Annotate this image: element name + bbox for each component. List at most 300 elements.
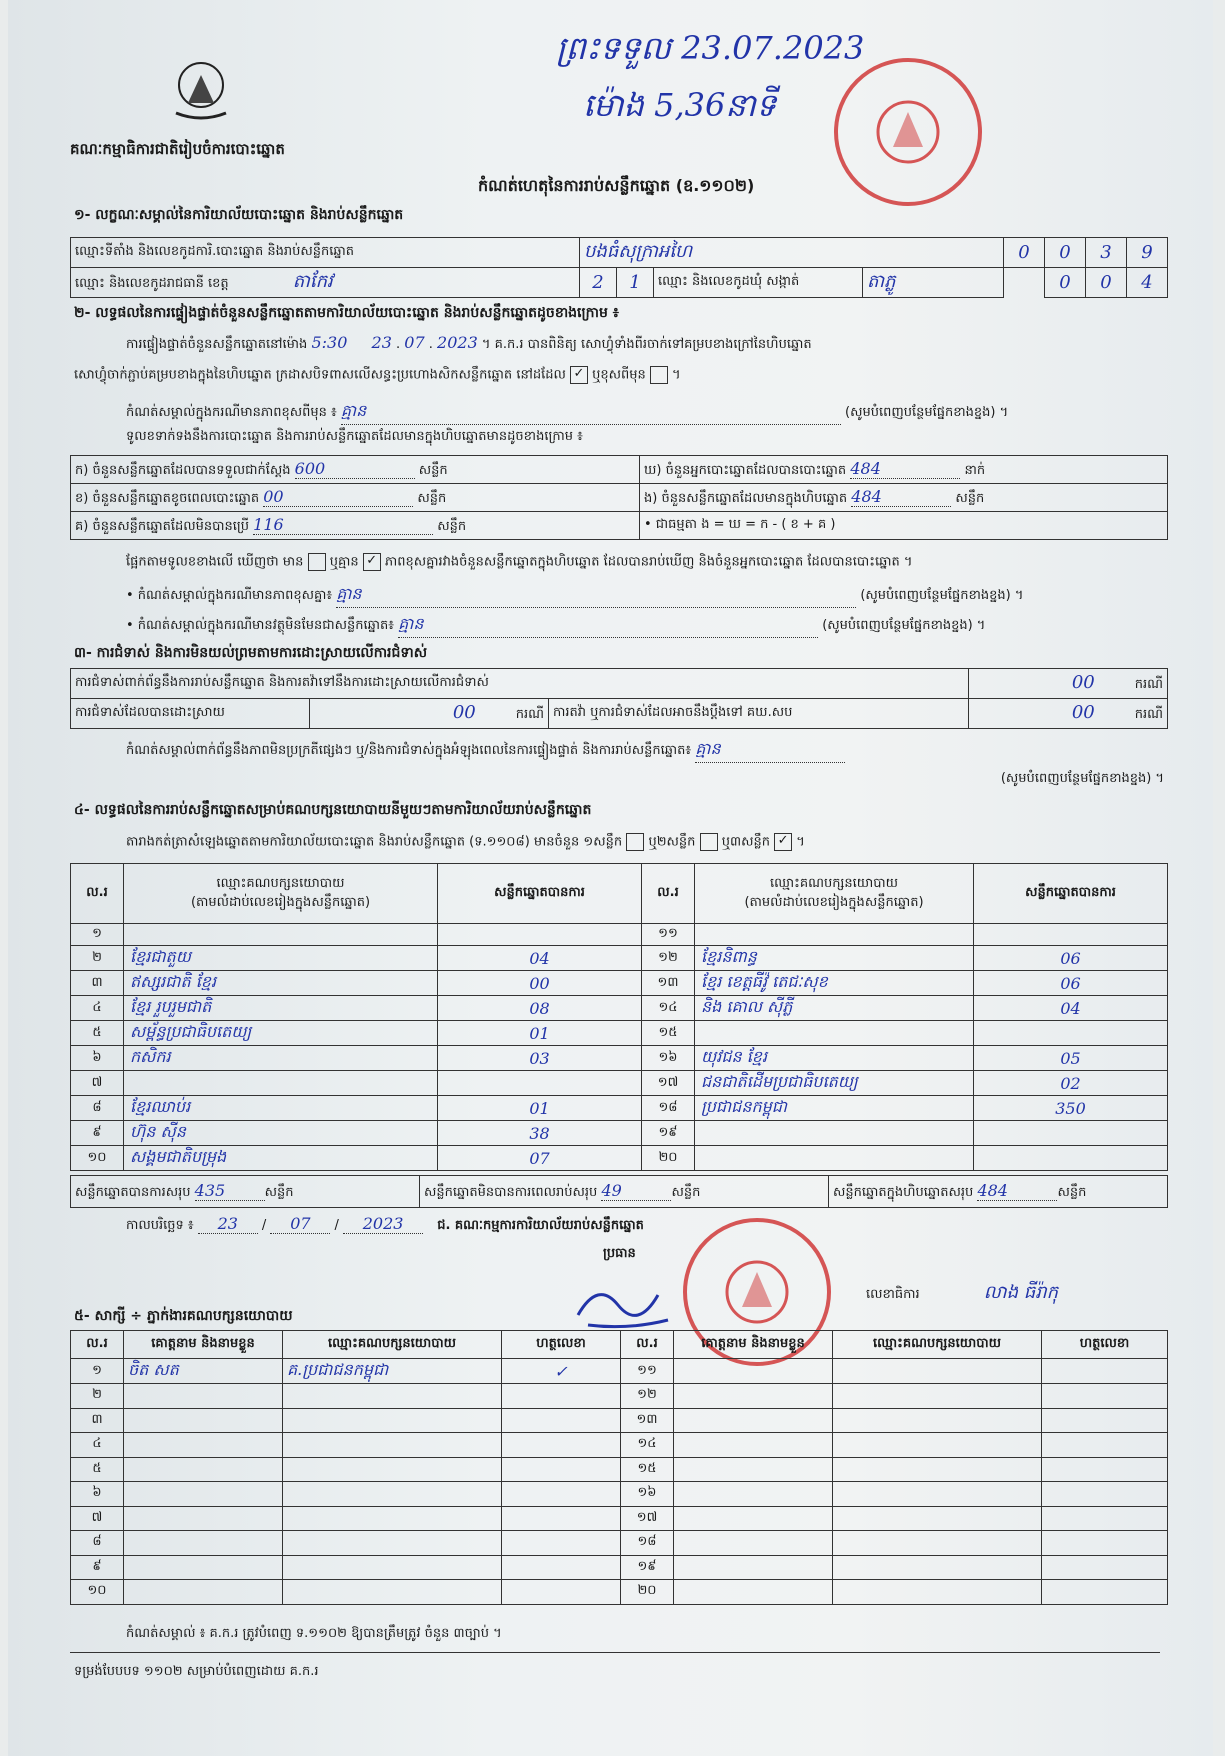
province-code-2: 1	[617, 268, 654, 298]
location-code-1: 0	[1004, 238, 1045, 268]
witness-party	[283, 1457, 502, 1482]
total-box-label: សន្លឹកឆ្នោតក្នុងហិបឆ្នោតសរុប	[833, 1184, 974, 1200]
result-party: ហ៊ុន ស៊ីន	[124, 1121, 438, 1146]
section5-heading: ៥- សាក្សី ÷ ភ្នាក់ងារគណបក្សនយោបាយ	[74, 1308, 293, 1324]
witness-party	[283, 1408, 502, 1433]
result-votes: 350	[974, 1096, 1168, 1121]
witness-row	[71, 1457, 1168, 1482]
witness-row	[71, 1482, 1168, 1507]
tally-sheet-text: តារាងកត់ត្រាសំឡេងឆ្នោតតាមការិយាល័យបោះឆ្នោត និងរាប់សន្លឹកឆ្នោត (ទ.១១០៨) មានចំនួន ១សន្លឹក	[126, 834, 623, 850]
col-no-left: ល.រ	[71, 864, 124, 924]
witness-no: ៥	[71, 1457, 124, 1482]
two-sheet-checkbox[interactable]	[700, 833, 718, 851]
resolved-label: ការជំទាស់ដែលបានដោះស្រាយ	[71, 699, 310, 729]
handwritten-received-time: ម៉ោង 5,36នាទី	[583, 86, 777, 124]
witness-name	[674, 1457, 833, 1482]
in-box-unit: សន្លឹក	[955, 490, 985, 506]
unchanged-checkbox[interactable]: ✓	[570, 366, 588, 384]
province-label-text: ឈ្មោះ និងលេខកូដរាជធានី ខេត្ត	[75, 276, 229, 291]
result-party: ខ្មែរឈាប់រ	[124, 1096, 438, 1121]
witness-party	[833, 1457, 1042, 1482]
result-no: ១០	[71, 1146, 124, 1171]
results-row	[71, 1146, 1168, 1171]
spoiled-unit: សន្លឹក	[417, 490, 447, 506]
irregularity-hint	[74, 770, 1164, 789]
no-difference-label: ឬគ្មាន	[329, 554, 359, 570]
commune-value: តាភ្លូ	[863, 268, 1004, 298]
result-party: យុវជន ខ្មែរ	[695, 1046, 974, 1071]
result-party: ខ្មែរជាតួយ	[124, 946, 438, 971]
two-sheet-label: ឬ២សន្លឹក	[648, 834, 696, 850]
witness-no: ១១	[621, 1359, 674, 1384]
ballot-counts-table	[70, 455, 1168, 540]
witness-signature	[1042, 1408, 1168, 1433]
witness-name	[674, 1359, 833, 1384]
formula: • ជាធម្មតា ង = ឃ = ក - ( ខ + គ )	[640, 512, 1168, 540]
object-note	[126, 613, 985, 638]
results-row	[71, 1096, 1168, 1121]
result-party: ប្រជាជនកម្ពុជា	[695, 1096, 974, 1121]
witness-party: គ.ប្រជាជនកម្ពុជា	[283, 1359, 502, 1384]
result-party: ឥស្សរជាតិ ខ្មែរ	[124, 971, 438, 996]
signing-date: កាលបរិច្ឆេទ ៖ 23 / 07 / 2023 ជ. គណៈកម្មការការិយាល័យរាប់សន្លឹកឆ្នោត	[126, 1214, 644, 1233]
change-note-value: គ្មាន	[341, 400, 841, 425]
w-col-no-left: ល.រ	[71, 1331, 124, 1359]
witness-signature	[502, 1457, 621, 1482]
result-no: ១២	[642, 946, 695, 971]
result-votes: 06	[974, 946, 1168, 971]
witness-no: ១៦	[621, 1482, 674, 1507]
total-valid-label: សន្លឹកឆ្នោតបានការសរុប	[75, 1184, 191, 1200]
results-row	[71, 971, 1168, 996]
commune-code-1: 0	[1045, 268, 1086, 298]
witness-name	[674, 1531, 833, 1556]
witness-name	[674, 1555, 833, 1580]
unused-unit: សន្លឹក	[437, 518, 467, 534]
difference-note-label: • កំណត់សម្គាល់ក្នុងករណីមានភាពខុសគ្នា៖	[126, 588, 333, 603]
location-code-4: 9	[1127, 238, 1168, 268]
witness-name	[124, 1384, 283, 1409]
witness-party	[833, 1359, 1042, 1384]
witness-party	[283, 1384, 502, 1409]
witness-no: ១៧	[621, 1506, 674, 1531]
w-col-no-right: ល.រ	[621, 1331, 674, 1359]
witness-signature	[1042, 1580, 1168, 1605]
result-votes: 08	[438, 996, 642, 1021]
witness-no: ៨	[71, 1531, 124, 1556]
witness-no: ១៤	[621, 1433, 674, 1458]
col-votes-left: សន្លឹកឆ្នោតបានការ	[438, 864, 642, 924]
result-party	[124, 1071, 438, 1096]
result-votes	[974, 1146, 1168, 1171]
form-page	[8, 0, 1213, 1756]
witness-party	[833, 1580, 1042, 1605]
witness-name	[674, 1433, 833, 1458]
result-no: ៨	[71, 1096, 124, 1121]
witness-signature	[1042, 1482, 1168, 1507]
change-note-line	[126, 400, 1008, 425]
in-box-value: 484	[851, 487, 951, 507]
section2-heading: ២- លទ្ធផលនៃការផ្ទៀងផ្ទាត់ចំនួនសន្លឹកឆ្នោតតាមការិយាល័យបោះឆ្នោត និងរាប់សន្លឹកឆ្នោតដូចខាងក្រោម ៖	[74, 305, 619, 321]
seal-line: សោហ្វុំចាក់ភ្ជាប់គម្របខាងក្នុងនៃហិបឆ្នោត ក្រដាសបិទពាសលើសន្ធះប្រហោងសិកសន្លឹកឆ្នោត នៅដដែល ✓ ឬខុសពីមុន ។	[74, 366, 681, 383]
result-votes	[974, 1121, 1168, 1146]
witness-signature: ✓	[502, 1359, 621, 1384]
results-row	[71, 1021, 1168, 1046]
date-day: 23	[198, 1214, 258, 1234]
received-unit: សន្លឹក	[418, 462, 448, 478]
official-stamp-top	[834, 58, 982, 206]
witness-no: ១២	[621, 1384, 674, 1409]
result-votes	[438, 924, 642, 946]
result-votes: 01	[438, 1096, 642, 1121]
result-party: សម្ព័ន្ធប្រជាធិបតេយ្យ	[124, 1021, 438, 1046]
form-note: ទម្រង់បែបបទ ១១០២ សម្រាប់បំពេញដោយ គ.ក.រ	[74, 1664, 319, 1679]
witness-party	[833, 1408, 1042, 1433]
result-votes: 00	[438, 971, 642, 996]
witness-signature	[1042, 1457, 1168, 1482]
result-votes: 07	[438, 1146, 642, 1171]
result-votes	[974, 1021, 1168, 1046]
difference-note	[126, 583, 1023, 608]
province-label	[71, 268, 580, 298]
witness-signature	[1042, 1433, 1168, 1458]
verification-text: ការផ្ទៀងផ្ទាត់ចំនួនសន្លឹកឆ្នោតនៅម៉ោង	[126, 337, 308, 352]
verification-year: 2023	[437, 333, 478, 352]
voters-value: 484	[850, 459, 960, 479]
witness-table	[70, 1330, 1168, 1605]
chair-label: ប្រធាន	[603, 1246, 636, 1261]
result-party: ខ្មែរ ខេត្តធីវ៉ូ តេជៈសុខ	[695, 971, 974, 996]
footnote: កំណត់សម្គាល់ ៖ គ.ក.រ ត្រូវបំពេញ ទ.១១០២ ឱ្យបានត្រឹមត្រូវ ចំនួន ៣ច្បាប់ ។	[126, 1626, 502, 1641]
object-note-label: • កំណត់សម្គាល់ក្នុងករណីមានវត្ថុមិនមែនជាសន្លឹកឆ្នោត៖	[126, 618, 394, 633]
date-year: 2023	[343, 1214, 423, 1234]
col-party-left-title: ឈ្មោះគណបក្សនយោបាយ	[216, 875, 345, 891]
result-no: ៧	[71, 1071, 124, 1096]
witness-name	[124, 1531, 283, 1556]
result-party: សង្គមជាតិបម្រុង	[124, 1146, 438, 1171]
witness-party	[283, 1555, 502, 1580]
received-value: 600	[295, 459, 415, 479]
total-invalid-unit: សន្លឹក	[671, 1184, 701, 1200]
w-col-name-left: គោត្តនាម និងនាមខ្លួន	[124, 1331, 283, 1359]
page-title: កំណត់ហេតុនៃការរាប់សន្លឹកឆ្នោត (ឧ.១១០២)	[478, 176, 755, 195]
witness-no: ៤	[71, 1433, 124, 1458]
difference-text-c: ភាពខុសគ្នារវាងចំនួនសន្លឹកឆ្នោតក្នុងហិបឆ្នោត ដែលបានរាប់ឃើញ និងចំនួនអ្នកបោះឆ្នោត ដែលបានបោះឆ្នោត ។	[384, 554, 913, 570]
resolved-unit: ករណី	[515, 707, 544, 722]
result-no: ៩	[71, 1121, 124, 1146]
section4-heading: ៤- លទ្ធផលនៃការរាប់សន្លឹកឆ្នោតសម្រាប់គណបក្សនយោបាយនីមួយៗតាមការិយាល័យរាប់សន្លឹកឆ្នោត	[74, 802, 592, 818]
witness-party	[833, 1531, 1042, 1556]
irregularity-value: គ្មាន	[695, 738, 845, 763]
object-note-value: គ្មាន	[398, 613, 818, 638]
result-no: ៥	[71, 1021, 124, 1046]
fill-hint: (សូមបំពេញបន្ថែមផ្នែកខាងខ្នង) ។	[845, 405, 1009, 420]
w-col-sign-left: ហត្ថលេខា	[502, 1331, 621, 1359]
verification-time: 5:30	[311, 333, 348, 352]
col-party-right-sub: (តាមលំដាប់លេខរៀងក្នុងសន្លឹកឆ្នោត)	[744, 894, 924, 910]
result-no: ៤	[71, 996, 124, 1021]
witness-signature	[502, 1531, 621, 1556]
ballot-intro: ទូលខទាក់ទងនឹងការបោះឆ្នោត និងការរាប់សន្លឹកឆ្នោតដែលមានក្នុងហិបឆ្នោតមានដូចខាងក្រោម ៖	[126, 429, 583, 444]
total-valid-value: 435	[195, 1181, 265, 1201]
section3-heading: ៣- ការជំទាស់ និងការមិនយល់ព្រមតាមការដោះស្រាយលើការជំទាស់	[74, 645, 428, 661]
witness-row	[71, 1359, 1168, 1384]
result-no: ១៦	[642, 1046, 695, 1071]
results-row	[71, 924, 1168, 946]
total-box-value: 484	[977, 1181, 1057, 1201]
witness-signature	[502, 1482, 621, 1507]
commune-code-3: 4	[1127, 268, 1168, 298]
witness-no: ៩	[71, 1555, 124, 1580]
complaints-value: 00	[1071, 672, 1095, 693]
witness-party	[283, 1531, 502, 1556]
tally-sheet-line: តារាងកត់ត្រាសំឡេងឆ្នោតតាមការិយាល័យបោះឆ្នោត និងរាប់សន្លឹកឆ្នោត (ទ.១១០៨) មានចំនួន ១សន្លឹក ឬ២សន្លឹក ឬ៣សន្លឹក ✓ ។	[126, 833, 805, 850]
witness-party	[833, 1482, 1042, 1507]
witness-party	[283, 1433, 502, 1458]
result-votes: 38	[438, 1121, 642, 1146]
witness-no: ១៥	[621, 1457, 674, 1482]
result-no: ២	[71, 946, 124, 971]
witness-name	[124, 1433, 283, 1458]
col-party-left	[124, 864, 438, 924]
unused-label: គ) ចំនួនសន្លឹកឆ្នោតដែលមិនបានប្រើ	[75, 518, 249, 534]
change-note-label: កំណត់សម្គាល់ក្នុងករណីមានភាពខុសពីមុន ៖	[126, 405, 337, 420]
witness-name	[124, 1457, 283, 1482]
col-party-right-title: ឈ្មោះគណបក្សនយោបាយ	[770, 875, 898, 891]
w-col-name-right: គោត្តនាម និងនាមខ្លួន	[674, 1331, 833, 1359]
seal-text: សោហ្វុំចាក់ភ្ជាប់គម្របខាងក្នុងនៃហិបឆ្នោត ក្រដាសបិទពាសលើសន្ធះប្រហោងសិកសន្លឹកឆ្នោត នៅដដែល	[74, 367, 566, 383]
witness-signature	[502, 1433, 621, 1458]
resolved-value: 00	[452, 702, 476, 723]
difference-line	[126, 553, 912, 573]
total-invalid-value: 49	[601, 1181, 671, 1201]
witness-no: ១៣	[621, 1408, 674, 1433]
secretary-name: លាង ធីរ៉ាកុ	[983, 1282, 1059, 1303]
totals-table	[70, 1175, 1168, 1208]
complaints-unit: ករណី	[1134, 677, 1163, 692]
result-no: ១៧	[642, 1071, 695, 1096]
result-party: កសិករ	[124, 1046, 438, 1071]
witness-no: ៦	[71, 1482, 124, 1507]
difference-text: ផ្អែកតាមទូលខខាងលើ ឃើញថា មាន	[126, 554, 304, 570]
witness-party	[283, 1580, 502, 1605]
result-votes: 02	[974, 1071, 1168, 1096]
col-votes-right: សន្លឹកឆ្នោតបានការ	[974, 864, 1168, 924]
result-no: ២០	[642, 1146, 695, 1171]
result-votes: 03	[438, 1046, 642, 1071]
witness-name: ចិត សត	[124, 1359, 283, 1384]
result-no: ១	[71, 924, 124, 946]
witness-no: ២០	[621, 1580, 674, 1605]
result-party	[695, 924, 974, 946]
witness-no: ១៩	[621, 1555, 674, 1580]
received-label: ក) ចំនួនសន្លឹកឆ្នោតដែលបានទទួលជាក់ស្តែង	[75, 462, 291, 478]
witness-name	[674, 1384, 833, 1409]
witness-row	[71, 1384, 1168, 1409]
verification-line: ការផ្ទៀងផ្ទាត់ចំនួនសន្លឹកឆ្នោតនៅម៉ោង 5:30 23 . 07 . 2023 ។ គ.ក.រ បានពិនិត្យ សោហ្វុំទាំងពីរចាក់ទៅគម្របខាងក្រៅនៃហិបឆ្នោត	[126, 333, 812, 352]
total-box-unit: សន្លឹក	[1057, 1184, 1087, 1200]
col-party-left-sub: (តាមលំដាប់លេខរៀងក្នុងសន្លឹកឆ្នោត)	[190, 894, 371, 910]
witness-party	[833, 1384, 1042, 1409]
results-table	[70, 863, 1168, 1171]
witness-name	[124, 1506, 283, 1531]
spoiled-value: 00	[263, 487, 413, 507]
witness-name	[124, 1408, 283, 1433]
witness-signature	[502, 1384, 621, 1409]
result-votes: 04	[974, 996, 1168, 1021]
result-votes: 04	[438, 946, 642, 971]
fill-hint-3: (សូមបំពេញបន្ថែមផ្នែកខាងខ្នង) ។	[822, 618, 986, 633]
result-votes: 01	[438, 1021, 642, 1046]
result-party	[695, 1021, 974, 1046]
total-invalid-label: សន្លឹកឆ្នោតមិនបានការពេលរាប់សរុប	[424, 1184, 598, 1200]
col-no-right: ល.រ	[642, 864, 695, 924]
secretary-label: លេខាធិការ	[866, 1287, 920, 1302]
has-difference-checkbox[interactable]	[308, 553, 326, 571]
witness-signature	[1042, 1384, 1168, 1409]
appeal-label: ការតវ៉ា ឬការជំទាស់ដែលអាចនឹងប្តឹងទៅ គឃ.សប	[549, 699, 969, 729]
witness-name	[124, 1555, 283, 1580]
three-sheet-label: ឬ៣សន្លឹក	[721, 834, 770, 850]
w-col-sign-right: ហត្ថលេខា	[1042, 1331, 1168, 1359]
result-votes	[438, 1071, 642, 1096]
witness-row	[71, 1531, 1168, 1556]
witness-no: ១	[71, 1359, 124, 1384]
difference-note-value: គ្មាន	[336, 583, 856, 608]
witness-row	[71, 1580, 1168, 1605]
appeal-value: 00	[1071, 702, 1095, 723]
emblem-icon	[166, 55, 236, 125]
verification-day: 23	[371, 333, 392, 352]
witness-name	[674, 1482, 833, 1507]
witness-name	[674, 1580, 833, 1605]
province-code-1: 2	[580, 268, 617, 298]
witness-no: ១០	[71, 1580, 124, 1605]
in-box-label: ង) ចំនួនសន្លឹកឆ្នោតដែលមានក្នុងហិបឆ្នោត	[644, 490, 848, 506]
section1-heading: ១- លក្ខណៈសម្គាល់នៃការិយាល័យបោះឆ្នោត និងរាប់សន្លឹកឆ្នោត	[74, 207, 404, 223]
witness-party	[283, 1482, 502, 1507]
witness-party	[833, 1506, 1042, 1531]
col-party-right	[695, 864, 974, 924]
results-row	[71, 1121, 1168, 1146]
witness-no: ២	[71, 1384, 124, 1409]
verification-text-b: ។ គ.ក.រ បានពិនិត្យ សោហ្វុំទាំងពីរចាក់ទៅគម្របខាងក្រៅនៃហិបឆ្នោត	[481, 337, 812, 352]
date-label: កាលបរិច្ឆេទ ៖	[126, 1218, 194, 1233]
result-no: ១១	[642, 924, 695, 946]
province-value: តាកែវ	[292, 271, 333, 292]
witness-signature	[502, 1580, 621, 1605]
witness-signature	[1042, 1506, 1168, 1531]
complaints-table	[70, 668, 1168, 729]
irregularity-note	[126, 738, 845, 763]
witness-no: ៧	[71, 1506, 124, 1531]
fill-hint-4: (សូមបំពេញបន្ថែមផ្នែកខាងខ្នង) ។	[1000, 771, 1164, 786]
results-row	[71, 946, 1168, 971]
witness-row	[71, 1433, 1168, 1458]
result-votes	[974, 924, 1168, 946]
result-no: ១៥	[642, 1021, 695, 1046]
handwritten-received-date: ព្រះទទួល 23.07.2023	[556, 29, 865, 67]
witness-signature	[1042, 1359, 1168, 1384]
results-row	[71, 1046, 1168, 1071]
location-label: ឈ្មោះទីតាំង និងលេខកូដការិ.បោះឆ្នោត និងរាប់សន្លឹកឆ្នោត	[71, 238, 580, 268]
witness-signature	[502, 1555, 621, 1580]
three-sheet-checkbox[interactable]: ✓	[774, 833, 792, 851]
witness-name	[124, 1580, 283, 1605]
witness-row	[71, 1506, 1168, 1531]
no-difference-checkbox[interactable]: ✓	[363, 553, 381, 571]
office-name: ជ. គណៈកម្មការការិយាល័យរាប់សន្លឹកឆ្នោត	[437, 1218, 644, 1233]
verification-month: 07	[404, 333, 425, 352]
one-sheet-checkbox[interactable]	[626, 833, 644, 851]
witness-signature	[1042, 1555, 1168, 1580]
changed-checkbox[interactable]	[650, 366, 668, 384]
witness-signature	[1042, 1531, 1168, 1556]
voters-label: ឃ) ចំនួនអ្នកបោះឆ្នោតដែលបានបោះឆ្នោត	[644, 462, 847, 478]
location-code-2: 0	[1045, 238, 1086, 268]
result-no: ៣	[71, 971, 124, 996]
witness-party	[283, 1506, 502, 1531]
result-no: ៦	[71, 1046, 124, 1071]
witness-signature	[502, 1408, 621, 1433]
witness-no: ១៨	[621, 1531, 674, 1556]
voters-unit: នាក់	[964, 462, 986, 478]
irregularity-label: កំណត់សម្គាល់ពាក់ព័ន្ធនឹងភាពមិនប្រក្រតីផ្សេងៗ ឬ/និងការជំទាស់ក្នុងអំឡុងពេលនៃការផ្ទៀងផ្ទាត់ និងការរាប់សន្លឹកឆ្នោត៖	[126, 743, 692, 758]
result-party: ខ្មែរ រួបរួមជាតិ	[124, 996, 438, 1021]
results-row	[71, 996, 1168, 1021]
location-code-3: 3	[1086, 238, 1127, 268]
result-party	[695, 1121, 974, 1146]
witness-name	[124, 1482, 283, 1507]
results-row	[71, 1071, 1168, 1096]
result-no: ១៤	[642, 996, 695, 1021]
witness-name	[674, 1506, 833, 1531]
complaints-label: ការជំទាស់ពាក់ព័ន្ធនឹងការរាប់សន្លឹកឆ្នោត និងការតវ៉ាទៅនឹងការដោះស្រាយលើការជំទាស់	[71, 669, 969, 699]
section1-table	[70, 237, 1168, 298]
witness-party	[833, 1555, 1042, 1580]
secretary	[866, 1280, 1058, 1307]
witness-party	[833, 1433, 1042, 1458]
result-no: ១៩	[642, 1121, 695, 1146]
spoiled-label: ខ) ចំនួនសន្លឹកឆ្នោតខូចពេលបោះឆ្នោត	[75, 490, 260, 506]
result-votes: 05	[974, 1046, 1168, 1071]
commune-code-2: 0	[1086, 268, 1127, 298]
witness-row	[71, 1555, 1168, 1580]
result-party	[695, 1146, 974, 1171]
result-party: ជនជាតិដើមប្រជាធិបតេយ្យ	[695, 1071, 974, 1096]
witness-signature	[502, 1506, 621, 1531]
result-votes: 06	[974, 971, 1168, 996]
w-col-party-right: ឈ្មោះគណបក្សនយោបាយ	[833, 1331, 1042, 1359]
unused-value: 116	[253, 515, 433, 535]
result-party: និង គោល ស៊ីភ្លី	[695, 996, 974, 1021]
witness-no: ៣	[71, 1408, 124, 1433]
appeal-unit: ករណី	[1134, 707, 1163, 722]
fill-hint-2: (សូមបំពេញបន្ថែមផ្នែកខាងខ្នង) ។	[860, 588, 1024, 603]
changed-label: ឬខុសពីមុន	[592, 367, 646, 383]
result-no: ១៨	[642, 1096, 695, 1121]
committee-name: គណៈកម្មាធិការជាតិរៀបចំការបោះឆ្នោត	[70, 140, 285, 158]
commune-label: ឈ្មោះ និងលេខកូដឃុំ សង្កាត់	[654, 268, 863, 298]
result-no: ១៣	[642, 971, 695, 996]
total-valid-unit: សន្លឹក	[264, 1184, 294, 1200]
w-col-party-left: ឈ្មោះគណបក្សនយោបាយ	[283, 1331, 502, 1359]
result-party: ខ្មែរនិពាន្ធ	[695, 946, 974, 971]
date-month: 07	[270, 1214, 330, 1234]
result-party	[124, 924, 438, 946]
location-value: បងធំសុក្រាអហៃ	[580, 238, 1004, 268]
witness-row	[71, 1408, 1168, 1433]
